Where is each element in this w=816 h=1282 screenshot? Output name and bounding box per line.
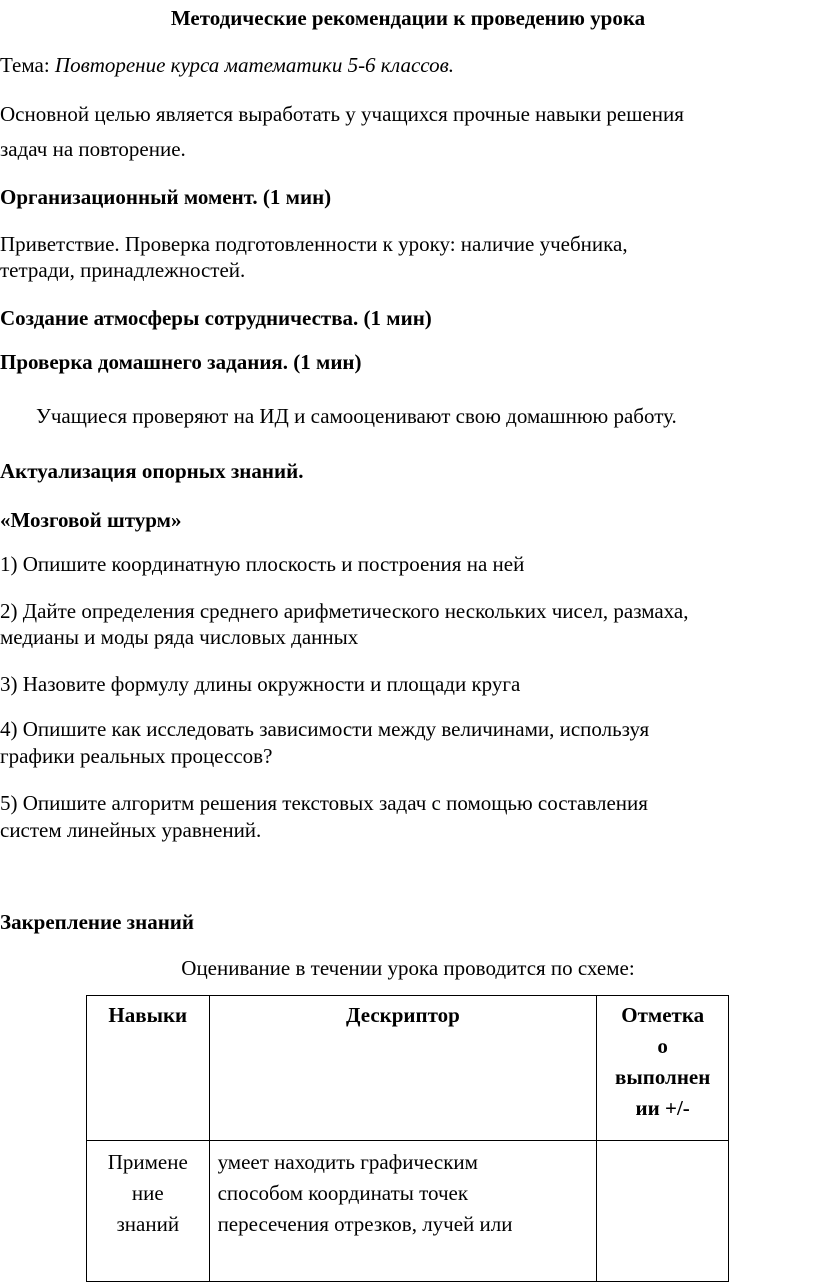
row-descriptor-line-1: умеет находить графическим (217, 1150, 478, 1174)
topic-label: Тема: (0, 53, 50, 77)
row-skill-line-2: ние (131, 1181, 164, 1205)
org-heading: Организационный момент. (1 мин) (0, 185, 332, 209)
header-mark-line-2: о (657, 1034, 668, 1058)
row-skill-line-3: знаний (116, 1212, 180, 1236)
table-header-row (87, 996, 729, 1141)
question-3: 3) Назовите формулу длины окружности и площади круга (0, 672, 521, 696)
row-skill-line-1: Примене (107, 1150, 188, 1174)
question-5-line-1: 5) Опишите алгоритм решения текстовых задач с помощью составления (0, 791, 648, 815)
header-mark-line-3: выполнен (614, 1065, 711, 1089)
actualization-heading: Актуализация опорных знаний. (0, 459, 304, 483)
goal-line-1: Основной целью является выработать у учащихся прочные навыки решения (0, 102, 684, 126)
row-descriptor-cell (209, 1141, 597, 1282)
homework-text: Учащиеся проверяют на ИД и самооценивают свою домашнюю работу. (36, 404, 677, 428)
brainstorm-heading: «Мозговой штурм» (0, 508, 182, 532)
row-descriptor-line-2: способом координаты точек (217, 1181, 469, 1205)
row-mark-cell (597, 1141, 729, 1282)
question-4-line-2: графики реальных процессов? (0, 744, 273, 768)
question-2-line-1: 2) Дайте определения среднего арифметического нескольких чисел, размаха, (0, 599, 689, 623)
header-skills: Навыки (87, 996, 210, 1141)
topic-value: Повторение курса математики 5-6 классов. (54, 53, 454, 77)
question-4-line-1: 4) Опишите как исследовать зависимости между величинами, используя (0, 717, 650, 741)
atmosphere-heading: Создание атмосферы сотрудничества. (1 мин) (0, 306, 432, 330)
header-descriptor: Дескриптор (209, 996, 597, 1141)
question-1: 1) Опишите координатную плоскость и построения на ней (0, 552, 525, 576)
question-5-line-2: систем линейных уравнений. (0, 818, 262, 842)
assessment-intro: Оценивание в течении урока проводится по схеме: (181, 956, 635, 980)
row-skill-cell (87, 1141, 210, 1282)
header-mark-line-1: Отметка (621, 1003, 705, 1027)
goal-line-2: задач на повторение. (0, 137, 186, 161)
header-mark (597, 996, 729, 1141)
question-2-line-2: медианы и моды ряда числовых данных (0, 625, 359, 649)
document-title: Методические рекомендации к проведению урока (170, 6, 646, 30)
consolidation-heading: Закрепление знаний (0, 910, 194, 934)
header-mark-line-4: ии +/- (635, 1096, 690, 1120)
assessment-table (86, 995, 729, 1282)
org-line-1: Приветствие. Проверка подготовленности к уроку: наличие учебника, (0, 232, 628, 256)
table-row (87, 1141, 729, 1282)
homework-heading: Проверка домашнего задания. (1 мин) (0, 350, 362, 374)
row-descriptor-line-3: пересечения отрезков, лучей или (217, 1212, 513, 1236)
org-line-2: тетради, принадлежностей. (0, 258, 246, 282)
topic-line (0, 50, 454, 80)
